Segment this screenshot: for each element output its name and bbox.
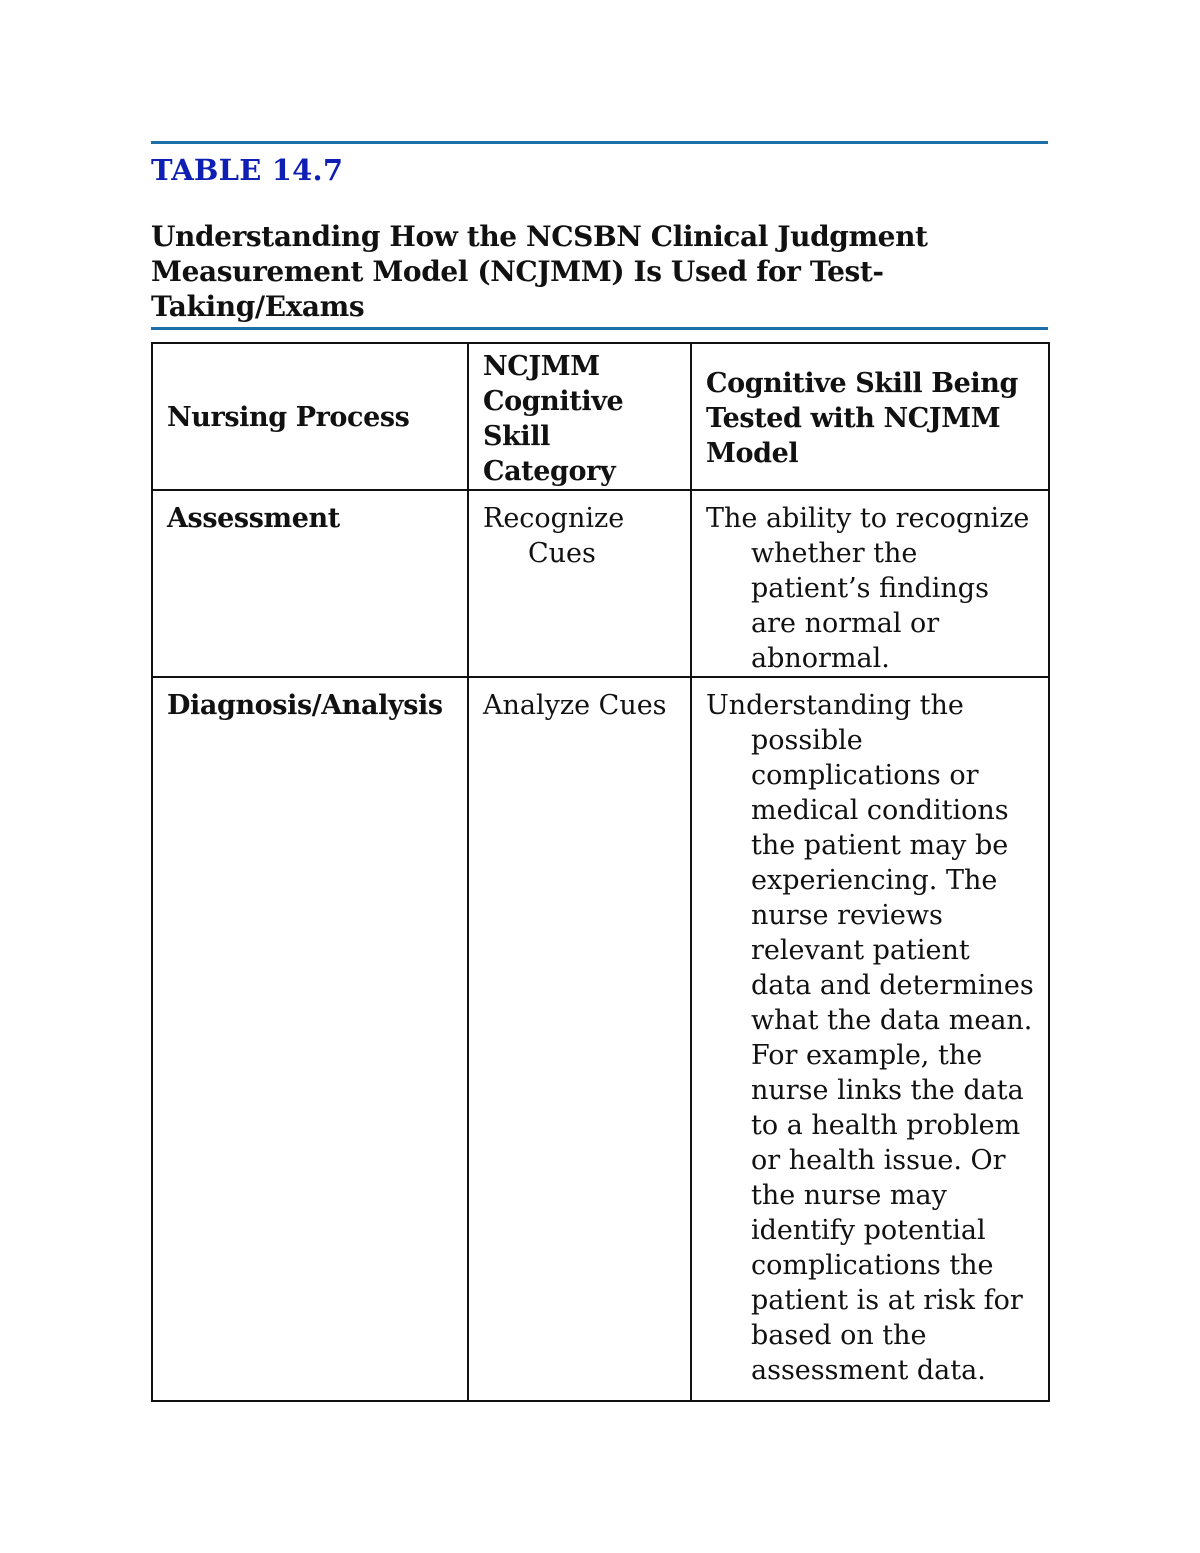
bottom-rule <box>151 327 1048 330</box>
header-nursing-process <box>152 343 468 490</box>
top-rule <box>151 141 1048 144</box>
header-cognitive-skill-tested-label: Cognitive Skill Being Tested with NCJMM Model <box>706 368 1019 469</box>
ncjmm-table <box>151 342 1050 1402</box>
category-cell: Analyze Cues <box>468 677 691 1401</box>
nursing-process-cell: Diagnosis/Analysis <box>152 677 468 1401</box>
nursing-process-cell: Assessment <box>152 490 468 677</box>
skill-text: The ability to recognize whether the patient’s findings are normal or abnormal. <box>706 503 1030 674</box>
table-header-row <box>152 343 1049 490</box>
table-row <box>152 677 1049 1401</box>
header-cognitive-skill-tested <box>691 343 1049 490</box>
skill-cell <box>691 677 1049 1401</box>
header-cognitive-skill-category <box>468 343 691 490</box>
category-cell <box>468 490 691 677</box>
header-nursing-process-label: Nursing Process <box>167 402 410 433</box>
table-label: TABLE 14.7 <box>151 153 344 187</box>
skill-text: Understanding the possible complications or medical conditions the patient may be experiencing. The nurse reviews relevant patient data and determines what the data mean. For example, the nurse links the data to a health problem or health issue. Or the nurse may identify potential complications the patient is at risk for based on the assessment data. <box>706 690 1034 1386</box>
table-title: Understanding How the NCSBN Clinical Judgment Measurement Model (NCJMM) Is Used for Test-Taking/Exams <box>151 220 928 323</box>
category-text: Recognize Cues <box>483 503 625 569</box>
table-row <box>152 490 1049 677</box>
skill-cell <box>691 490 1049 677</box>
header-cognitive-skill-category-label: NCJMM Cognitive Skill Category <box>483 351 624 487</box>
